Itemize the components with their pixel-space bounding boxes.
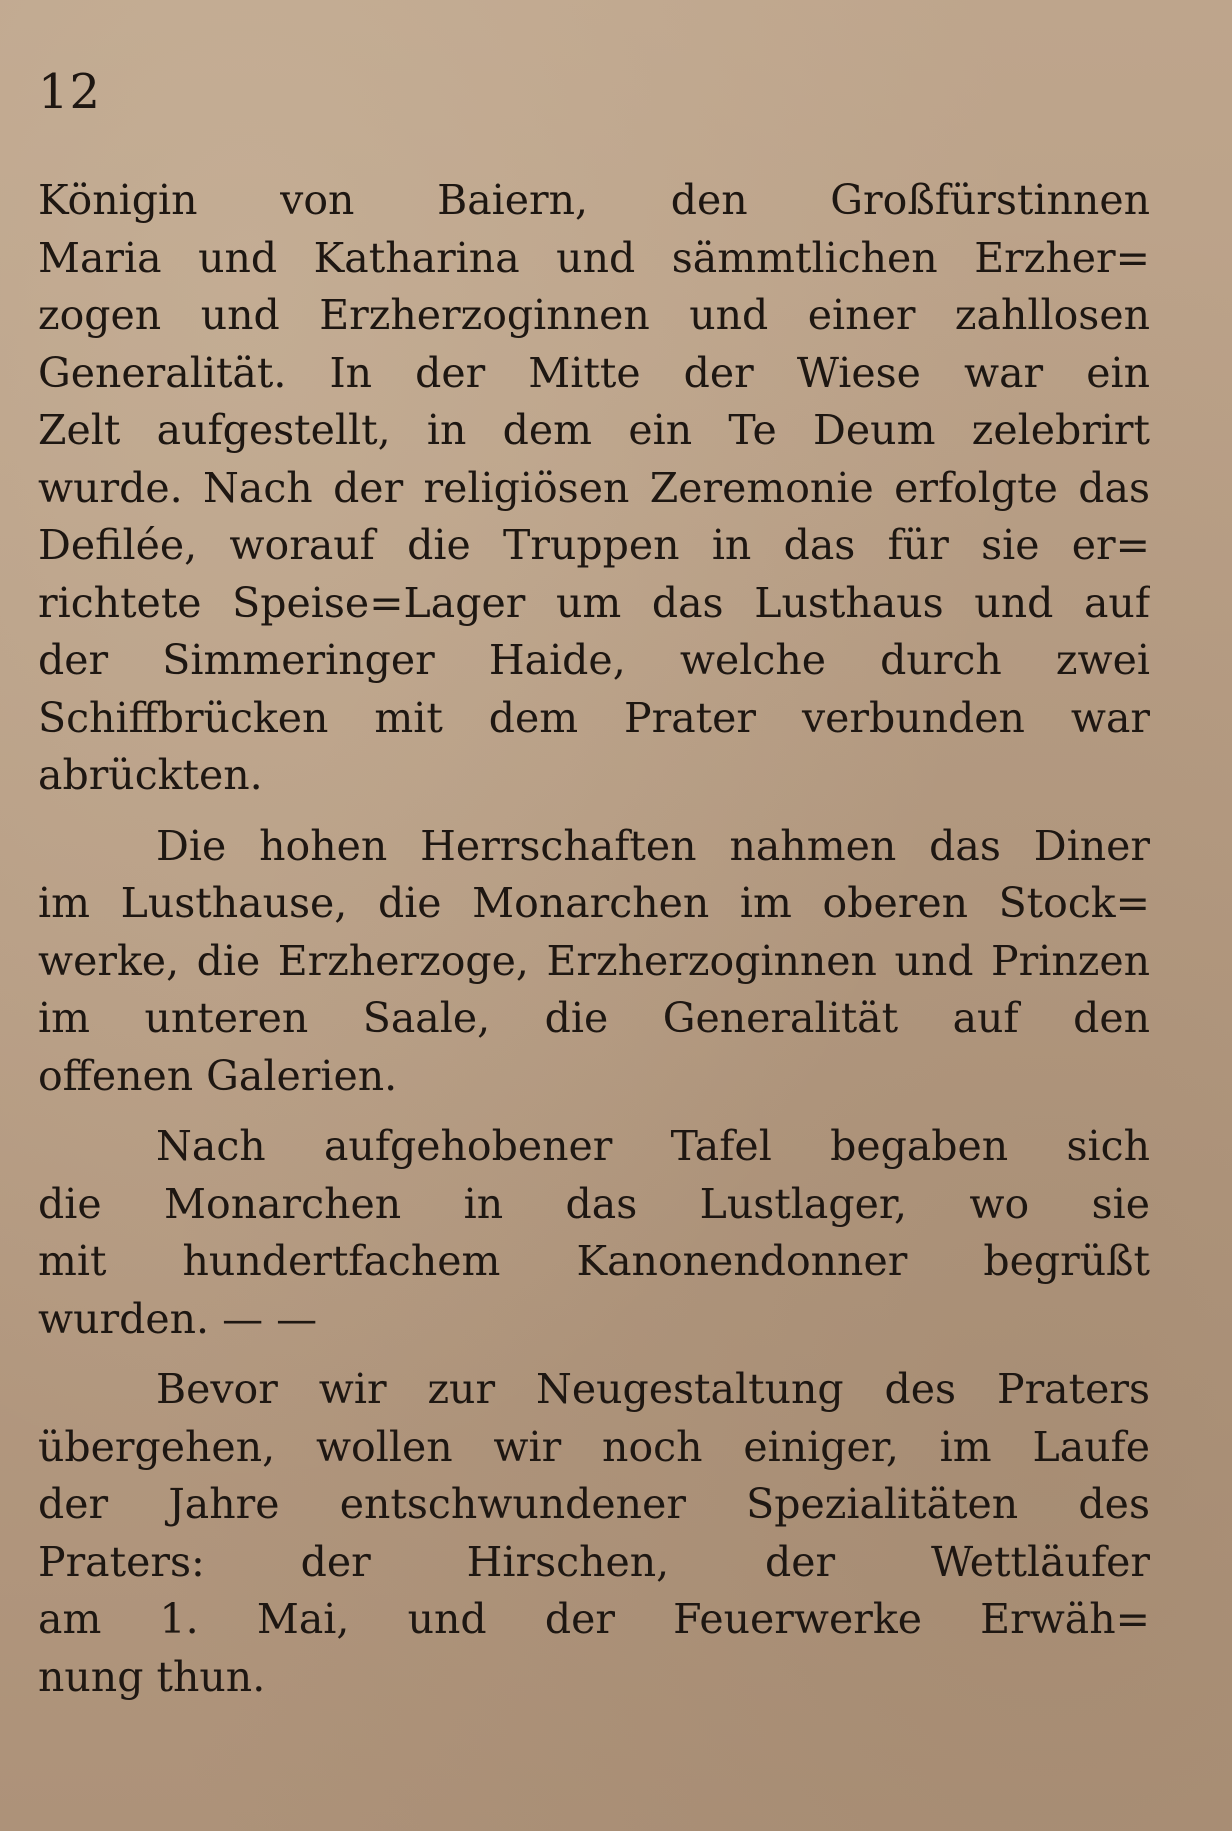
paragraph-gap — [38, 805, 1150, 818]
paragraph-4 — [38, 1361, 1150, 1706]
text-line: zogen und Erzherzoginnen und einer zahllosen — [38, 291, 1150, 339]
text-line: Praters: der Hirschen, der Wettläufer — [38, 1537, 1150, 1586]
text-line: im Lusthause, die Monarchen im oberen Stock= — [38, 879, 1150, 927]
text-line: Nach aufgehobener Tafel begaben sich — [156, 1122, 1150, 1170]
text-line: Zelt aufgestellt, in dem ein Te Deum zelebrirt — [38, 406, 1150, 454]
text-line: am 1. Mai, und der Feuerwerke Erwäh= — [38, 1595, 1150, 1643]
text-line: Bevor wir zur Neugestaltung des Praters — [156, 1365, 1150, 1413]
paragraph-gap — [38, 1348, 1150, 1361]
page-number: 12 — [38, 64, 102, 120]
text-line: Königin von Baiern, den Großfürstinnen — [38, 176, 1150, 224]
paragraph-3 — [38, 1118, 1150, 1348]
text-line: im unteren Saale, die Generalität auf den — [38, 994, 1150, 1042]
text-line: Generalität. In der Mitte der Wiese war ein — [38, 348, 1150, 397]
text-line: abrückten. — [38, 751, 263, 799]
paragraph-gap — [38, 1105, 1150, 1118]
text-line: Schiffbrücken mit dem Prater verbunden war — [38, 693, 1150, 742]
text-line: übergehen, wollen wir noch einiger, im Laufe — [38, 1422, 1150, 1471]
text-line: nung thun. — [38, 1652, 266, 1701]
paragraph-1 — [38, 172, 1150, 805]
paragraph-2 — [38, 818, 1150, 1106]
text-line: der Jahre entschwundener Spezialitäten des — [38, 1480, 1150, 1528]
text-line: der Simmeringer Haide, welche durch zwei — [38, 636, 1150, 684]
text-line: die Monarchen in das Lustlager, wo sie — [38, 1179, 1150, 1228]
text-line: offenen Galerien. — [38, 1051, 398, 1100]
text-line: richtete Speise=Lager um das Lusthaus und auf — [38, 578, 1150, 627]
text-line: Defilée, worauf die Truppen in das für sie er= — [38, 521, 1150, 569]
text-line: werke, die Erzherzoge, Erzherzoginnen und Prinzen — [38, 936, 1150, 985]
text-line: mit hundertfachem Kanonendonner begrüßt — [38, 1237, 1150, 1285]
text-line: wurde. Nach der religiösen Zeremonie erfolgte das — [38, 463, 1150, 512]
text-line: Maria und Katharina und sämmtlichen Erzher= — [38, 233, 1150, 282]
text-line: Die hohen Herrschaften nahmen das Diner — [156, 821, 1150, 870]
body-text — [38, 172, 1150, 1706]
text-line: wurden. — — — [38, 1294, 318, 1343]
